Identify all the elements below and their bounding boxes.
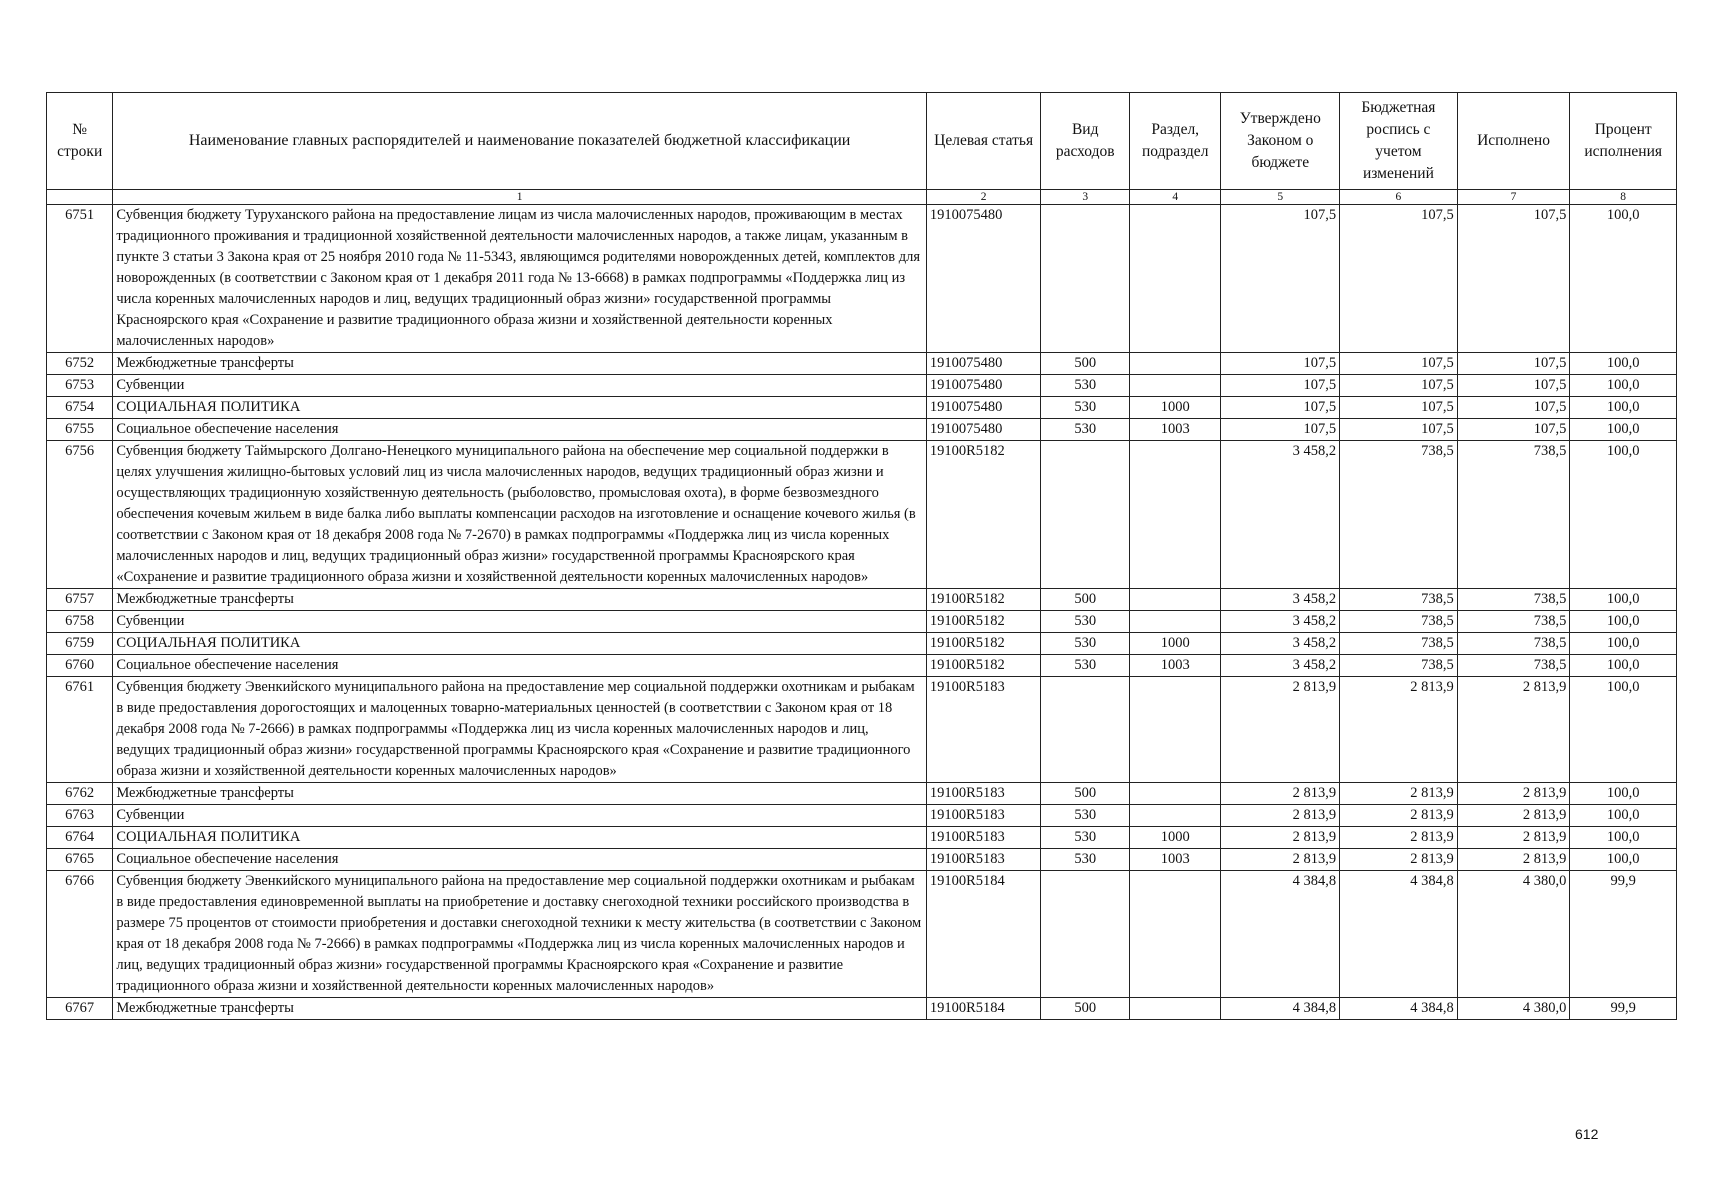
table-row [47, 677, 1677, 783]
column-number: 8 [1570, 190, 1677, 205]
row-number-cell: 6763 [47, 805, 113, 827]
row-number-cell: 6753 [47, 375, 113, 397]
section-cell: 1000 [1129, 633, 1221, 655]
executed-cell: 107,5 [1457, 397, 1570, 419]
column-number: 6 [1340, 190, 1458, 205]
approved-cell: 107,5 [1221, 353, 1340, 375]
name-cell: Субвенция бюджету Эвенкийского муниципального района на предоставление мер социальной поддержки охотникам и рыбакам в виде предоставления дорогостоящих и малоценных товарно-материальных ценностей (в соответствии с Законом края от 18 декабря 2008 года № 7-2666) в рамках подпрограммы «Поддержка лиц из числа коренных малочисленных народов и лиц, ведущих традиционный образ жизни» государственной программы Красноярского края «Сохранение и развитие традиционного образа жизни и хозяйственной деятельности коренных малочисленных народов» [113, 677, 926, 783]
table-row [47, 998, 1677, 1020]
expense-kind-cell: 530 [1041, 375, 1129, 397]
executed-cell: 4 380,0 [1457, 998, 1570, 1020]
executed-cell: 107,5 [1457, 375, 1570, 397]
expense-kind-cell [1041, 871, 1129, 998]
column-number: 1 [113, 190, 926, 205]
expense-kind-cell: 530 [1041, 611, 1129, 633]
section-cell [1129, 783, 1221, 805]
budget-table [46, 92, 1677, 1020]
percent-cell: 99,9 [1570, 998, 1677, 1020]
budget-schedule-cell: 107,5 [1340, 353, 1458, 375]
expense-kind-cell: 530 [1041, 849, 1129, 871]
expense-kind-cell [1041, 441, 1129, 589]
approved-cell: 107,5 [1221, 375, 1340, 397]
table-row [47, 375, 1677, 397]
table-row [47, 655, 1677, 677]
executed-cell: 107,5 [1457, 419, 1570, 441]
section-cell [1129, 205, 1221, 353]
percent-cell: 100,0 [1570, 655, 1677, 677]
budget-schedule-cell: 2 813,9 [1340, 783, 1458, 805]
name-cell: Межбюджетные трансферты [113, 589, 926, 611]
table-header [47, 93, 1677, 205]
approved-cell: 107,5 [1221, 419, 1340, 441]
table-row [47, 397, 1677, 419]
name-cell: Социальное обеспечение населения [113, 655, 926, 677]
row-number-cell: 6757 [47, 589, 113, 611]
target-article-cell: 19100R5183 [926, 805, 1041, 827]
executed-cell: 107,5 [1457, 205, 1570, 353]
table-row [47, 611, 1677, 633]
table-row [47, 353, 1677, 375]
approved-cell: 3 458,2 [1221, 441, 1340, 589]
executed-cell: 738,5 [1457, 441, 1570, 589]
section-cell [1129, 353, 1221, 375]
row-number-cell: 6766 [47, 871, 113, 998]
column-number: 3 [1041, 190, 1129, 205]
name-cell: Субвенции [113, 611, 926, 633]
percent-cell: 100,0 [1570, 205, 1677, 353]
section-cell: 1003 [1129, 419, 1221, 441]
header-row-number: № строки [47, 93, 113, 190]
budget-schedule-cell: 2 813,9 [1340, 805, 1458, 827]
budget-schedule-cell: 4 384,8 [1340, 998, 1458, 1020]
name-cell: Субвенции [113, 805, 926, 827]
row-number-cell: 6762 [47, 783, 113, 805]
header-target-article: Целевая статья [926, 93, 1041, 190]
header-section: Раздел, подраздел [1129, 93, 1221, 190]
row-number-cell: 6758 [47, 611, 113, 633]
budget-schedule-cell: 738,5 [1340, 633, 1458, 655]
budget-schedule-cell: 107,5 [1340, 375, 1458, 397]
budget-schedule-cell: 2 813,9 [1340, 827, 1458, 849]
percent-cell: 100,0 [1570, 419, 1677, 441]
expense-kind-cell: 530 [1041, 633, 1129, 655]
budget-schedule-cell: 4 384,8 [1340, 871, 1458, 998]
header-name: Наименование главных распорядителей и наименование показателей бюджетной классификации [113, 93, 926, 190]
expense-kind-cell: 500 [1041, 353, 1129, 375]
row-number-cell: 6755 [47, 419, 113, 441]
column-number: 2 [926, 190, 1041, 205]
expense-kind-cell [1041, 205, 1129, 353]
target-article-cell: 19100R5183 [926, 783, 1041, 805]
target-article-cell: 19100R5182 [926, 441, 1041, 589]
name-cell: Социальное обеспечение населения [113, 419, 926, 441]
header-executed: Исполнено [1457, 93, 1570, 190]
target-article-cell: 19100R5184 [926, 871, 1041, 998]
section-cell: 1003 [1129, 849, 1221, 871]
percent-cell: 100,0 [1570, 827, 1677, 849]
section-cell [1129, 611, 1221, 633]
expense-kind-cell: 530 [1041, 397, 1129, 419]
row-number-cell: 6761 [47, 677, 113, 783]
percent-cell: 100,0 [1570, 677, 1677, 783]
name-cell: СОЦИАЛЬНАЯ ПОЛИТИКА [113, 827, 926, 849]
section-cell [1129, 441, 1221, 589]
budget-schedule-cell: 738,5 [1340, 655, 1458, 677]
row-number-cell: 6760 [47, 655, 113, 677]
row-number-cell: 6754 [47, 397, 113, 419]
budget-schedule-cell: 107,5 [1340, 419, 1458, 441]
table-row [47, 419, 1677, 441]
row-number-cell: 6759 [47, 633, 113, 655]
executed-cell: 4 380,0 [1457, 871, 1570, 998]
budget-schedule-cell: 107,5 [1340, 397, 1458, 419]
section-cell: 1000 [1129, 827, 1221, 849]
approved-cell: 107,5 [1221, 397, 1340, 419]
name-cell: СОЦИАЛЬНАЯ ПОЛИТИКА [113, 397, 926, 419]
table-row [47, 871, 1677, 998]
row-number-cell: 6764 [47, 827, 113, 849]
target-article-cell: 19100R5182 [926, 633, 1041, 655]
percent-cell: 99,9 [1570, 871, 1677, 998]
approved-cell: 4 384,8 [1221, 998, 1340, 1020]
executed-cell: 2 813,9 [1457, 677, 1570, 783]
target-article-cell: 19100R5182 [926, 611, 1041, 633]
executed-cell: 2 813,9 [1457, 783, 1570, 805]
percent-cell: 100,0 [1570, 397, 1677, 419]
row-number-cell: 6752 [47, 353, 113, 375]
column-number: 7 [1457, 190, 1570, 205]
header-budget-schedule: Бюджетная роспись с учетом изменений [1340, 93, 1458, 190]
executed-cell: 2 813,9 [1457, 827, 1570, 849]
column-number: 4 [1129, 190, 1221, 205]
executed-cell: 738,5 [1457, 633, 1570, 655]
percent-cell: 100,0 [1570, 611, 1677, 633]
budget-schedule-cell: 738,5 [1340, 611, 1458, 633]
approved-cell: 2 813,9 [1221, 805, 1340, 827]
executed-cell: 738,5 [1457, 589, 1570, 611]
expense-kind-cell: 500 [1041, 998, 1129, 1020]
section-cell [1129, 375, 1221, 397]
approved-cell: 2 813,9 [1221, 677, 1340, 783]
section-cell [1129, 871, 1221, 998]
percent-cell: 100,0 [1570, 783, 1677, 805]
name-cell: Субвенция бюджету Таймырского Долгано-Ненецкого муниципального района на обеспечение мер социальной поддержки в целях улучшения жилищно-бытовых условий лиц из числа малочисленных народов, ведущих традиционный образ жизни и осуществляющих традиционную хозяйственную деятельность (рыболовство, промысловая охота), в форме безвозмездного обеспечения кочевым жильем в виде балка либо выплаты компенсации расходов на изготовление и оснащение кочевого жилья (в соответствии с Законом края от 18 декабря 2008 года № 7-2670) в рамках подпрограммы «Поддержка лиц из числа коренных малочисленных народов и лиц, ведущих традиционный образ жизни» государственной программы Красноярского края «Сохранение и развитие традиционного образа жизни и хозяйственной деятельности коренных малочисленных народов» [113, 441, 926, 589]
approved-cell: 107,5 [1221, 205, 1340, 353]
column-number: 5 [1221, 190, 1340, 205]
name-cell: Социальное обеспечение населения [113, 849, 926, 871]
approved-cell: 3 458,2 [1221, 633, 1340, 655]
name-cell: Межбюджетные трансферты [113, 783, 926, 805]
percent-cell: 100,0 [1570, 441, 1677, 589]
executed-cell: 2 813,9 [1457, 849, 1570, 871]
approved-cell: 2 813,9 [1221, 849, 1340, 871]
percent-cell: 100,0 [1570, 805, 1677, 827]
section-cell [1129, 677, 1221, 783]
header-approved: Утверждено Законом о бюджете [1221, 93, 1340, 190]
budget-schedule-cell: 2 813,9 [1340, 849, 1458, 871]
header-percent: Процент исполнения [1570, 93, 1677, 190]
page-number: 612 [1575, 1126, 1599, 1142]
target-article-cell: 1910075480 [926, 353, 1041, 375]
target-article-cell: 19100R5182 [926, 655, 1041, 677]
budget-schedule-cell: 738,5 [1340, 589, 1458, 611]
approved-cell: 3 458,2 [1221, 611, 1340, 633]
expense-kind-cell: 500 [1041, 783, 1129, 805]
table-row [47, 783, 1677, 805]
executed-cell: 738,5 [1457, 655, 1570, 677]
percent-cell: 100,0 [1570, 375, 1677, 397]
approved-cell: 3 458,2 [1221, 589, 1340, 611]
target-article-cell: 19100R5182 [926, 589, 1041, 611]
name-cell: СОЦИАЛЬНАЯ ПОЛИТИКА [113, 633, 926, 655]
percent-cell: 100,0 [1570, 353, 1677, 375]
table-row [47, 827, 1677, 849]
section-cell [1129, 998, 1221, 1020]
executed-cell: 738,5 [1457, 611, 1570, 633]
approved-cell: 2 813,9 [1221, 783, 1340, 805]
percent-cell: 100,0 [1570, 589, 1677, 611]
target-article-cell: 19100R5183 [926, 677, 1041, 783]
target-article-cell: 19100R5184 [926, 998, 1041, 1020]
expense-kind-cell: 530 [1041, 419, 1129, 441]
section-cell [1129, 805, 1221, 827]
approved-cell: 2 813,9 [1221, 827, 1340, 849]
section-cell [1129, 589, 1221, 611]
row-number-cell: 6765 [47, 849, 113, 871]
name-cell: Субвенция бюджету Эвенкийского муниципального района на предоставление мер социальной поддержки охотникам и рыбакам в виде предоставления единовременной выплаты на приобретение и доставку снегоходной техники российского производства в размере 75 процентов от стоимости приобретения и доставки снегоходной техники к месту жительства (в соответствии с Законом края от 18 декабря 2008 года № 7-2666) в рамках подпрограммы «Поддержка лиц из числа коренных малочисленных народов и лиц, ведущих традиционный образ жизни» государственной программы Красноярского края «Сохранение и развитие традиционного образа жизни и хозяйственной деятельности коренных малочисленных народов» [113, 871, 926, 998]
expense-kind-cell [1041, 677, 1129, 783]
budget-schedule-cell: 2 813,9 [1340, 677, 1458, 783]
name-cell: Межбюджетные трансферты [113, 998, 926, 1020]
approved-cell: 4 384,8 [1221, 871, 1340, 998]
target-article-cell: 19100R5183 [926, 827, 1041, 849]
approved-cell: 3 458,2 [1221, 655, 1340, 677]
executed-cell: 107,5 [1457, 353, 1570, 375]
table-row [47, 589, 1677, 611]
target-article-cell: 1910075480 [926, 419, 1041, 441]
budget-schedule-cell: 738,5 [1340, 441, 1458, 589]
row-number-cell: 6756 [47, 441, 113, 589]
table-row [47, 205, 1677, 353]
row-number-cell: 6767 [47, 998, 113, 1020]
name-cell: Межбюджетные трансферты [113, 353, 926, 375]
expense-kind-cell: 530 [1041, 827, 1129, 849]
column-number-blank [47, 190, 113, 205]
expense-kind-cell: 530 [1041, 805, 1129, 827]
target-article-cell: 1910075480 [926, 375, 1041, 397]
expense-kind-cell: 500 [1041, 589, 1129, 611]
table-row [47, 441, 1677, 589]
row-number-cell: 6751 [47, 205, 113, 353]
name-cell: Субвенции [113, 375, 926, 397]
table-row [47, 633, 1677, 655]
executed-cell: 2 813,9 [1457, 805, 1570, 827]
column-number-row [47, 190, 1677, 205]
table-row [47, 805, 1677, 827]
target-article-cell: 1910075480 [926, 397, 1041, 419]
percent-cell: 100,0 [1570, 633, 1677, 655]
table-row [47, 849, 1677, 871]
percent-cell: 100,0 [1570, 849, 1677, 871]
target-article-cell: 1910075480 [926, 205, 1041, 353]
expense-kind-cell: 530 [1041, 655, 1129, 677]
section-cell: 1003 [1129, 655, 1221, 677]
target-article-cell: 19100R5183 [926, 849, 1041, 871]
table-body [47, 205, 1677, 1020]
header-row [47, 93, 1677, 190]
section-cell: 1000 [1129, 397, 1221, 419]
name-cell: Субвенция бюджету Туруханского района на предоставление лицам из числа малочисленных народов, проживающим в местах традиционного проживания и традиционной хозяйственной деятельности малочисленных народов, а также лицам, указанным в пункте 3 статьи 3 Закона края от 25 ноября 2010 года № 11-5343, являющимся родителями новорожденных детей, комплектов для новорожденных (в соответствии с Законом края от 1 декабря 2011 года № 13-6668) в рамках подпрограммы «Поддержка лиц из числа коренных малочисленных народов и лиц, ведущих традиционный образ жизни» государственной программы Красноярского края «Сохранение и развитие традиционного образа жизни и хозяйственной деятельности коренных малочисленных народов» [113, 205, 926, 353]
header-expense-kind: Вид расходов [1041, 93, 1129, 190]
budget-schedule-cell: 107,5 [1340, 205, 1458, 353]
